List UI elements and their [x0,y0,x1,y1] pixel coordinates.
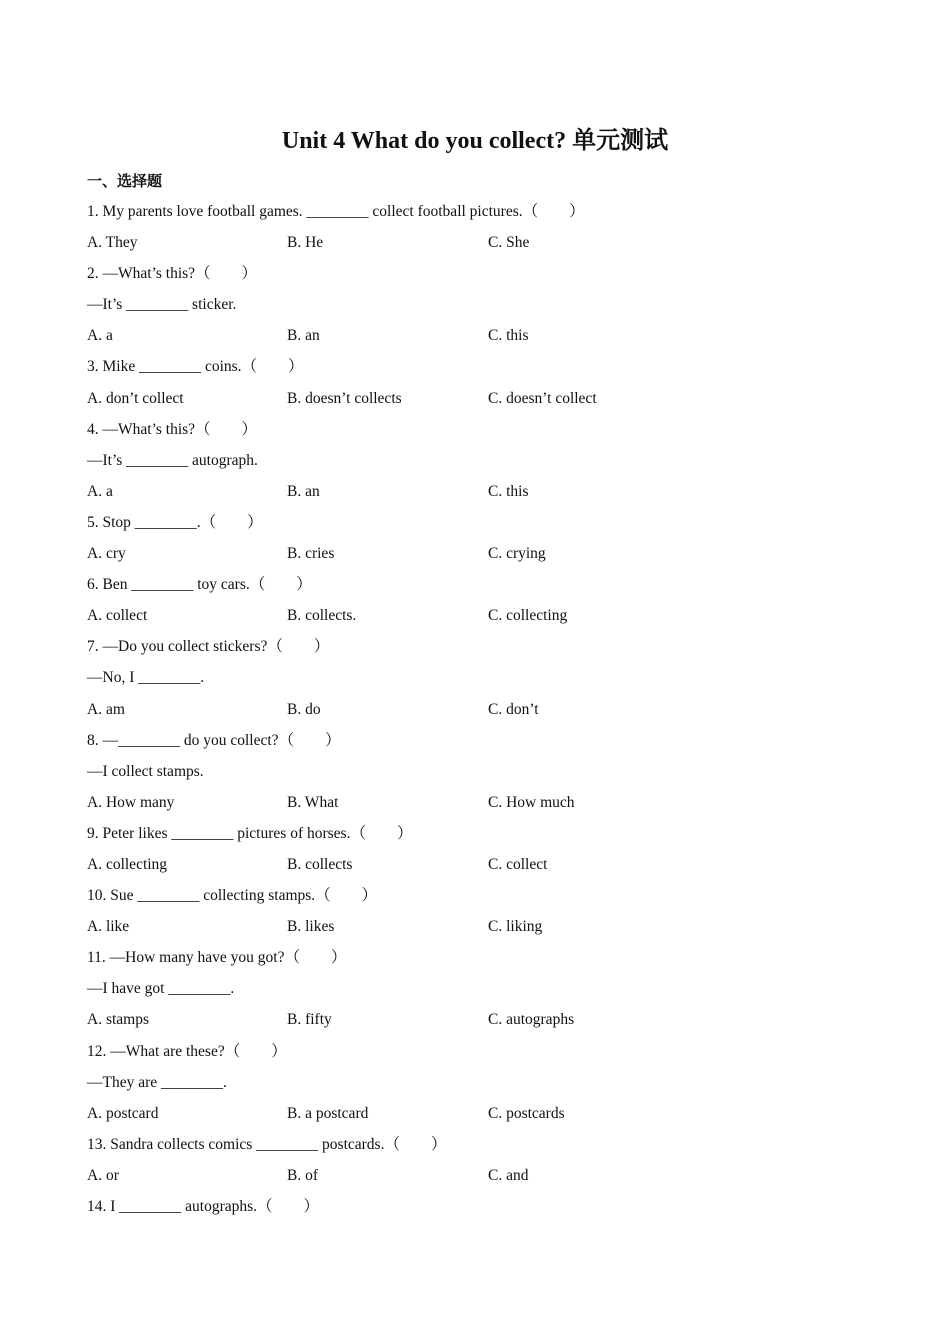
question-dialogue-line: —It’s ________ sticker. [87,296,237,314]
option-a: A. don’t collect [87,389,184,407]
option-c: C. liking [488,918,543,936]
page-title: Unit 4 What do you collect? 单元测试 [281,128,669,154]
question-dialogue-line: —No, I ________. [87,669,205,687]
question-stem: 12. —What are these?（ ） [87,1042,287,1060]
options-row [87,603,867,634]
option-c: C. She [488,234,530,252]
question-stem: 6. Ben ________ toy cars.（ ） [87,576,312,594]
option-a: A. postcard [87,1104,159,1122]
question-stem: 13. Sandra collects comics ________ postcards.（ ） [87,1135,447,1153]
question-stem: 8. —________ do you collect?（ ） [87,731,341,749]
option-a: A. cry [87,545,126,563]
question-stem: 11. —How many have you got?（ ） [87,949,347,967]
option-b: B. fifty [287,1011,332,1029]
option-c: C. collect [488,855,548,873]
options-row [87,852,867,883]
option-b: B. an [287,327,320,345]
option-b: B. cries [287,545,335,563]
options-row [87,323,867,354]
question-dialogue-line: —I collect stamps. [87,762,204,780]
option-c: C. autographs [488,1011,575,1029]
option-a: A. like [87,918,130,936]
option-c: C. postcards [488,1104,565,1122]
option-b: B. likes [287,918,335,936]
options-row [87,386,867,417]
question-stem: 4. —What’s this?（ ） [87,420,258,438]
option-c: C. collecting [488,607,568,625]
option-b: B. collects [287,855,353,873]
options-row [87,790,867,821]
options-row [87,479,867,510]
options-row [87,697,867,728]
option-a: A. collect [87,607,148,625]
options-row [87,541,867,572]
option-b: B. He [287,234,324,252]
question-stem: 1. My parents love football games. ________ collect football pictures.（ ） [87,203,585,220]
option-c: C. and [488,1166,529,1184]
option-a: A. a [87,327,113,345]
option-a: A. They [87,234,138,252]
options-row [87,1163,867,1194]
question-stem: 14. I ________ autographs.（ ） [87,1198,320,1215]
question-stem: 10. Sue ________ collecting stamps.（ ） [87,887,378,905]
question-dialogue-line: —It’s ________ autograph. [87,451,258,469]
section-heading: 一、选择题 [87,172,163,190]
option-b: B. a postcard [287,1104,369,1122]
option-c: C. this [488,482,529,500]
option-b: B. an [287,482,320,500]
option-b: B. What [287,793,339,811]
option-a: A. How many [87,793,175,811]
option-c: C. don’t [488,700,539,718]
question-stem: 2. —What’s this?（ ） [87,265,258,283]
option-b: B. collects. [287,607,357,625]
option-b: B. of [287,1166,318,1184]
option-c: C. this [488,327,529,345]
options-row [87,1101,867,1132]
option-a: A. am [87,700,125,718]
question-stem: 9. Peter likes ________ pictures of horses.（ ） [87,824,413,842]
option-c: C. crying [488,545,546,563]
question-list [87,199,867,1225]
question-dialogue-line: —They are ________. [87,1073,227,1091]
question-stem: 3. Mike ________ coins.（ ） [87,358,304,376]
question-stem: 7. —Do you collect stickers?（ ） [87,638,330,656]
option-a: A. stamps [87,1011,149,1029]
question-stem: 5. Stop ________.（ ） [87,513,263,531]
options-row [87,230,867,261]
option-b: B. do [287,700,321,718]
option-c: C. How much [488,793,575,811]
option-a: A. or [87,1166,119,1184]
option-a: A. a [87,482,113,500]
option-c: C. doesn’t collect [488,389,597,407]
question-dialogue-line: —I have got ________. [87,980,235,998]
option-a: A. collecting [87,855,168,873]
options-row [87,1007,867,1038]
options-row [87,914,867,945]
option-b: B. doesn’t collects [287,389,402,407]
